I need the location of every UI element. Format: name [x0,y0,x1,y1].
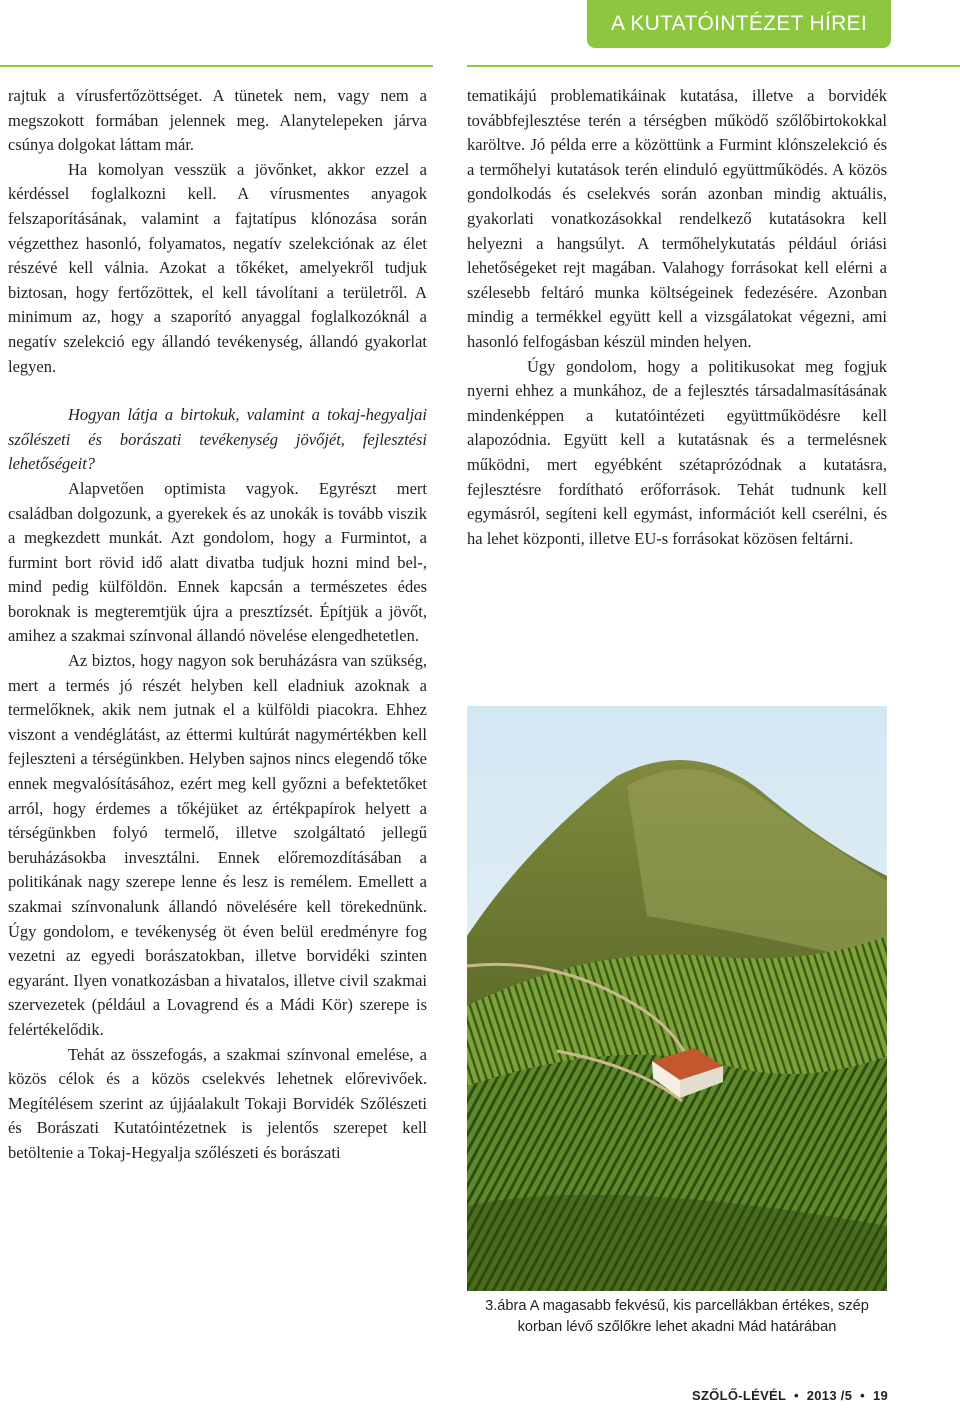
paragraph: Tehát az összefogás, a szakmai színvonal emelése, a közös célok és a közös cselekvés lehetnek előrevivőek. Megítélésem szerint az újjáalakult Tokaji Borvidék Szőlészeti és Borászati Kutatóintézetnek is jelentős szerepet kell betöltenie a Tokaj-Hegyalja szőlészeti és borászati [8,1044,427,1162]
paragraph: Alapvetően optimista vagyok. Egyrészt mert családban dolgozunk, a gyerekek és az unokák is tovább viszik a megkezdett munkát. Azt gondolom, hogy a Furmintot, a furmint bort rövid idő alatt divatba tudjuk hozni mind bel-, mind pedig külföldön. Ennek kapcsán a természetes édes boroknak is megteremtjük újra a presztízsét. Építjük a jövőt, amihez a szakmai színvonal állandó növelése elengedhetetlen. [8,478,427,646]
paragraph: Az biztos, hogy nagyon sok beruházásra van szükség, mert a termés jó részét helyben kell eladniuk azoknak a termelőknek, akik nem jutnak el a külföldi piacokra. Ehhez viszont a vendéglátást, az éttermi kultúrát nagymértékben kell fejleszteni a térségünkben. Helyben sajnos nincs elegendő tőke ennek megvalósításához, ezért meg kell győzni a befektetőket arról, hogy érdemes a tőkéjüket az értékpapírok helyett a térségünkben folyó termelő, illetve szolgáltató jellegű beruházásokba invesztálni. Ennek előremozdításában a politikának nagy szerepe lenne és lesz is remélem. Emellett a szakmai színvonalunk állandó növelésére kell törekednünk. Úgy gondolom, e tevékenység öt éven belül eredményre fog vezetni az egyedi borászatokban, illetve borvidéki szinten egyaránt. Ilyen vonatkozásban a hivatalos, illetve civil szakmai szervezetek (például a Lovagrend és a Mádi Kör) szerepe is felértékelődik. [8,651,427,1039]
page-number: 19 [872,1388,888,1403]
header-rule-left [0,65,433,67]
article-left-column [8,84,427,1166]
footer-separator: • [793,1388,799,1403]
interview-question: Hogyan látja a birtokuk, valamint a tokaj-hegyaljai szőlészeti és borászati tevékenység jövőjét, fejlesztési lehetőségeit? [8,405,427,474]
paragraph: Ha komolyan vesszük a jövőnket, akkor ezzel a kérdéssel foglalkozni kell. A vírusmentes anyagok felszaporításának, valamint a fajtatípus klónozása során végzetthez hasonló, folyamatos, negatív szelekciónak az élet részévé kell válnia. Azokat a tőkéket, amelyekről tudjuk biztosan, hogy fertőzöttek, el kell távolítani a területről. A minimum az, hogy a szaporító anyaggal foglalkozóknál a negatív szelekció egy állandó tevékenység, állandó gyakorlat legyen. [8,159,427,376]
paragraph: tematikájú problematikáinak kutatása, illetve a borvidék továbbfejlesztése terén a térségben működő szőlőbirtokokkal karöltve. Jó példa erre a közöttünk a Furmint klónszelekció és a termőhelyi kutatások terén elinduló együttműködés. A közös gondolkodás és cselekvés során azonban mindig aktuális, gyakorlati vonatkozásokkal rendelkező kutatásokra kell helyezni a hangsúlyt. A termőhelykutatás például óriási lehetőségeket rejt magában. Valahogy forrásokat kell elérni a szélesebb feltáró munka költségeinek fedezésére. Azonban mindig a termékkel együtt kell a vizsgálatokat végezni, ami hasonló felfogásban készül minden helyen. [467,86,887,351]
issue-number: 2013 /5 [806,1388,853,1403]
vineyard-photo [467,706,887,1291]
section-title-badge: A KUTATÓINTÉZET HÍREI [587,0,891,48]
magazine-name: SZŐLŐ-LÉVÉL [691,1388,787,1403]
header-rule-right [467,65,960,67]
article-right-column [467,84,887,551]
page-footer [692,1388,888,1403]
paragraph: Úgy gondolom, hogy a politikusokat meg fogjuk nyerni ehhez a munkához, de a fejlesztés társadalmasításának mindenképpen a kutatóintézeti együttműködésre kell alapozódnia. Együtt kell a kutatásnak és a termelésnek működni, mert egyébként szétaprózódnak a kutatásra, fejlesztésre fordítható erőforrások. Tehát tudnunk kell egymásról, segíteni kell egymást, információt kell cserélni, és ha lehet központi, illetve EU-s forrásokat közösen feltárni. [467,356,887,548]
figure-caption: 3.ábra A magasabb fekvésű, kis parcellákban értékes, szép korban lévő szőlőkre lehet akadni Mád határában [485,1298,869,1335]
paragraph: rajtuk a vírusfertőzöttséget. A tünetek nem, vagy nem a megszokott formában jelennek meg. Alanytelepeken járva csúnya dolgokat láttam már. [8,86,427,155]
footer-separator: • [860,1388,866,1403]
